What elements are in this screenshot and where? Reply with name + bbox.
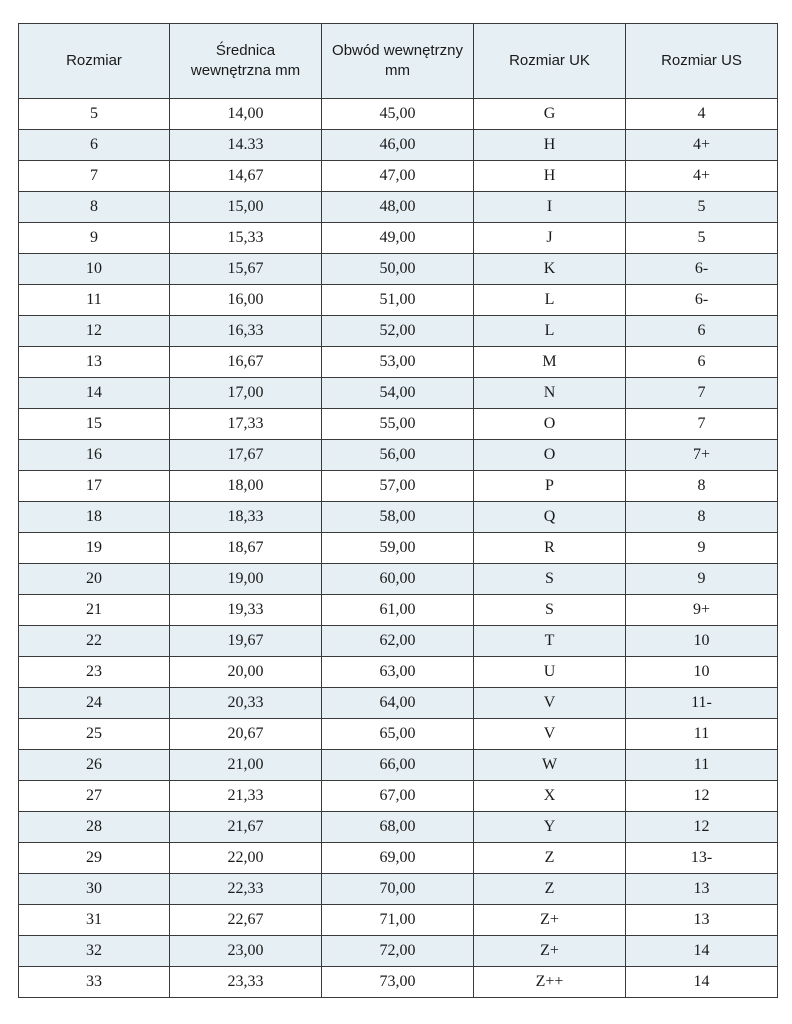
table-row: [19, 161, 778, 192]
cell-us-size: 4+: [626, 130, 778, 161]
cell-us-size: 11: [626, 719, 778, 750]
cell-us-size: 8: [626, 471, 778, 502]
cell-size: 9: [19, 223, 170, 254]
cell-inner-diameter: 14.33: [170, 130, 322, 161]
cell-inner-circumference: 45,00: [322, 99, 474, 130]
header-size: Rozmiar: [19, 24, 170, 99]
cell-us-size: 7: [626, 409, 778, 440]
cell-size: 28: [19, 812, 170, 843]
cell-uk-size: W: [474, 750, 626, 781]
cell-inner-circumference: 64,00: [322, 688, 474, 719]
cell-size: 23: [19, 657, 170, 688]
cell-inner-diameter: 21,00: [170, 750, 322, 781]
cell-inner-diameter: 19,33: [170, 595, 322, 626]
cell-inner-diameter: 20,00: [170, 657, 322, 688]
cell-uk-size: T: [474, 626, 626, 657]
cell-uk-size: H: [474, 130, 626, 161]
table-row: [19, 688, 778, 719]
table-row: [19, 967, 778, 998]
table-row: [19, 812, 778, 843]
table-row: [19, 936, 778, 967]
cell-inner-diameter: 17,00: [170, 378, 322, 409]
cell-uk-size: X: [474, 781, 626, 812]
cell-inner-circumference: 59,00: [322, 533, 474, 564]
cell-uk-size: J: [474, 223, 626, 254]
cell-us-size: 5: [626, 223, 778, 254]
cell-inner-circumference: 51,00: [322, 285, 474, 316]
cell-inner-diameter: 21,67: [170, 812, 322, 843]
table-row: [19, 285, 778, 316]
cell-inner-diameter: 19,67: [170, 626, 322, 657]
cell-uk-size: Z: [474, 874, 626, 905]
cell-uk-size: S: [474, 564, 626, 595]
cell-us-size: 13: [626, 874, 778, 905]
table-row: [19, 130, 778, 161]
cell-inner-diameter: 21,33: [170, 781, 322, 812]
cell-inner-diameter: 16,67: [170, 347, 322, 378]
cell-size: 17: [19, 471, 170, 502]
cell-us-size: 6: [626, 347, 778, 378]
table-row: [19, 905, 778, 936]
header-inner-diameter: Średnica wewnętrzna mm: [170, 24, 322, 99]
cell-us-size: 7: [626, 378, 778, 409]
cell-size: 25: [19, 719, 170, 750]
cell-size: 13: [19, 347, 170, 378]
cell-inner-diameter: 22,67: [170, 905, 322, 936]
table-row: [19, 564, 778, 595]
header-uk-size: Rozmiar UK: [474, 24, 626, 99]
ring-size-table: [18, 23, 778, 998]
table-row: [19, 626, 778, 657]
cell-inner-circumference: 52,00: [322, 316, 474, 347]
cell-inner-circumference: 71,00: [322, 905, 474, 936]
cell-us-size: 10: [626, 657, 778, 688]
cell-size: 21: [19, 595, 170, 626]
cell-size: 29: [19, 843, 170, 874]
cell-uk-size: M: [474, 347, 626, 378]
cell-inner-circumference: 50,00: [322, 254, 474, 285]
cell-inner-diameter: 18,33: [170, 502, 322, 533]
table-row: [19, 781, 778, 812]
cell-inner-diameter: 14,00: [170, 99, 322, 130]
table-row: [19, 254, 778, 285]
cell-inner-circumference: 47,00: [322, 161, 474, 192]
cell-inner-circumference: 56,00: [322, 440, 474, 471]
table-row: [19, 347, 778, 378]
cell-size: 20: [19, 564, 170, 595]
cell-size: 22: [19, 626, 170, 657]
cell-inner-circumference: 73,00: [322, 967, 474, 998]
cell-uk-size: N: [474, 378, 626, 409]
cell-inner-diameter: 19,00: [170, 564, 322, 595]
cell-size: 11: [19, 285, 170, 316]
cell-size: 10: [19, 254, 170, 285]
cell-inner-diameter: 23,33: [170, 967, 322, 998]
table-row: [19, 409, 778, 440]
cell-us-size: 7+: [626, 440, 778, 471]
cell-size: 19: [19, 533, 170, 564]
cell-inner-circumference: 69,00: [322, 843, 474, 874]
cell-us-size: 14: [626, 936, 778, 967]
cell-uk-size: R: [474, 533, 626, 564]
cell-size: 12: [19, 316, 170, 347]
cell-uk-size: K: [474, 254, 626, 285]
cell-uk-size: Z+: [474, 936, 626, 967]
cell-uk-size: Z: [474, 843, 626, 874]
cell-inner-diameter: 18,00: [170, 471, 322, 502]
cell-uk-size: Z++: [474, 967, 626, 998]
cell-inner-circumference: 66,00: [322, 750, 474, 781]
cell-inner-diameter: 23,00: [170, 936, 322, 967]
cell-size: 24: [19, 688, 170, 719]
cell-inner-circumference: 70,00: [322, 874, 474, 905]
cell-uk-size: H: [474, 161, 626, 192]
cell-uk-size: V: [474, 719, 626, 750]
table-row: [19, 843, 778, 874]
cell-inner-circumference: 58,00: [322, 502, 474, 533]
cell-inner-circumference: 62,00: [322, 626, 474, 657]
table-header-row: [19, 24, 778, 99]
table-row: [19, 192, 778, 223]
cell-inner-circumference: 54,00: [322, 378, 474, 409]
cell-inner-circumference: 48,00: [322, 192, 474, 223]
cell-us-size: 5: [626, 192, 778, 223]
cell-inner-diameter: 22,33: [170, 874, 322, 905]
header-inner-circumference: Obwód wewnętrzny mm: [322, 24, 474, 99]
table-row: [19, 99, 778, 130]
cell-inner-diameter: 14,67: [170, 161, 322, 192]
cell-us-size: 11-: [626, 688, 778, 719]
cell-us-size: 10: [626, 626, 778, 657]
cell-us-size: 9+: [626, 595, 778, 626]
cell-inner-diameter: 22,00: [170, 843, 322, 874]
cell-inner-circumference: 53,00: [322, 347, 474, 378]
cell-inner-circumference: 46,00: [322, 130, 474, 161]
table-row: [19, 750, 778, 781]
cell-us-size: 6: [626, 316, 778, 347]
cell-inner-diameter: 20,33: [170, 688, 322, 719]
cell-size: 26: [19, 750, 170, 781]
cell-inner-diameter: 16,00: [170, 285, 322, 316]
cell-us-size: 11: [626, 750, 778, 781]
cell-size: 5: [19, 99, 170, 130]
cell-size: 32: [19, 936, 170, 967]
cell-inner-circumference: 60,00: [322, 564, 474, 595]
cell-size: 7: [19, 161, 170, 192]
cell-size: 6: [19, 130, 170, 161]
header-us-size: Rozmiar US: [626, 24, 778, 99]
table-row: [19, 440, 778, 471]
cell-size: 8: [19, 192, 170, 223]
cell-uk-size: Y: [474, 812, 626, 843]
cell-us-size: 12: [626, 812, 778, 843]
cell-uk-size: V: [474, 688, 626, 719]
cell-uk-size: G: [474, 99, 626, 130]
cell-inner-circumference: 65,00: [322, 719, 474, 750]
cell-size: 16: [19, 440, 170, 471]
cell-uk-size: L: [474, 285, 626, 316]
cell-inner-circumference: 61,00: [322, 595, 474, 626]
cell-inner-diameter: 15,67: [170, 254, 322, 285]
cell-size: 14: [19, 378, 170, 409]
cell-inner-circumference: 68,00: [322, 812, 474, 843]
table-row: [19, 533, 778, 564]
cell-us-size: 6-: [626, 254, 778, 285]
cell-inner-diameter: 17,33: [170, 409, 322, 440]
cell-uk-size: S: [474, 595, 626, 626]
cell-inner-diameter: 17,67: [170, 440, 322, 471]
cell-inner-circumference: 63,00: [322, 657, 474, 688]
cell-us-size: 9: [626, 564, 778, 595]
cell-size: 31: [19, 905, 170, 936]
table-row: [19, 595, 778, 626]
cell-us-size: 8: [626, 502, 778, 533]
cell-inner-circumference: 72,00: [322, 936, 474, 967]
cell-inner-circumference: 67,00: [322, 781, 474, 812]
table-row: [19, 471, 778, 502]
cell-us-size: 13: [626, 905, 778, 936]
table-body: [19, 99, 778, 998]
cell-us-size: 4+: [626, 161, 778, 192]
cell-us-size: 4: [626, 99, 778, 130]
cell-size: 27: [19, 781, 170, 812]
cell-uk-size: I: [474, 192, 626, 223]
table-row: [19, 502, 778, 533]
cell-uk-size: O: [474, 409, 626, 440]
table-row: [19, 719, 778, 750]
cell-us-size: 14: [626, 967, 778, 998]
cell-uk-size: L: [474, 316, 626, 347]
cell-us-size: 6-: [626, 285, 778, 316]
cell-inner-diameter: 15,00: [170, 192, 322, 223]
cell-inner-diameter: 20,67: [170, 719, 322, 750]
cell-us-size: 12: [626, 781, 778, 812]
cell-inner-diameter: 15,33: [170, 223, 322, 254]
table-row: [19, 316, 778, 347]
table-row: [19, 378, 778, 409]
cell-inner-diameter: 16,33: [170, 316, 322, 347]
table-row: [19, 223, 778, 254]
cell-size: 30: [19, 874, 170, 905]
cell-us-size: 13-: [626, 843, 778, 874]
cell-size: 15: [19, 409, 170, 440]
cell-uk-size: P: [474, 471, 626, 502]
cell-uk-size: Z+: [474, 905, 626, 936]
cell-uk-size: U: [474, 657, 626, 688]
cell-inner-diameter: 18,67: [170, 533, 322, 564]
cell-uk-size: Q: [474, 502, 626, 533]
cell-size: 33: [19, 967, 170, 998]
table-row: [19, 657, 778, 688]
cell-size: 18: [19, 502, 170, 533]
cell-uk-size: O: [474, 440, 626, 471]
cell-inner-circumference: 49,00: [322, 223, 474, 254]
table-row: [19, 874, 778, 905]
cell-inner-circumference: 57,00: [322, 471, 474, 502]
cell-us-size: 9: [626, 533, 778, 564]
cell-inner-circumference: 55,00: [322, 409, 474, 440]
